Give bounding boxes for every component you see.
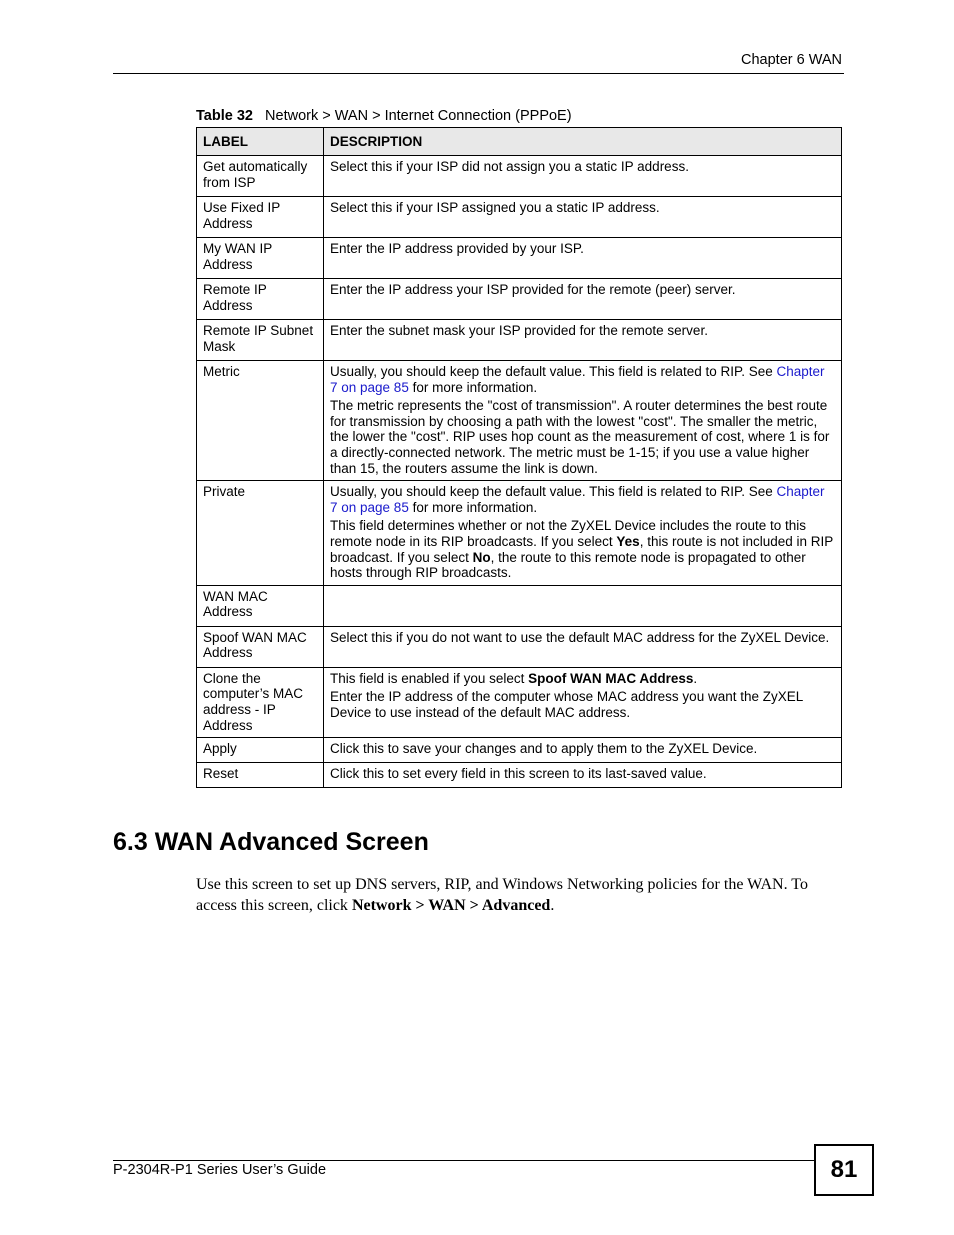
row-description: Select this if your ISP assigned you a static IP address. <box>324 197 842 238</box>
desc-text: Usually, you should keep the default value. This field is related to RIP. See <box>330 364 777 379</box>
desc-paragraph: Enter the IP address of the computer whose MAC address you want the ZyXEL Device to use instead of the default MAC address. <box>330 689 803 720</box>
row-description: Select this if you do not want to use the default MAC address for the ZyXEL Device. <box>324 626 842 667</box>
yes-term: Yes <box>616 533 640 549</box>
row-label: Clone the computer’s MAC address - IP Address <box>197 667 324 737</box>
desc-text: , this route is not included in RIP broadcast. If you select <box>330 533 834 565</box>
table-row <box>197 763 842 788</box>
row-description: Enter the IP address your ISP provided for the remote (peer) server. <box>324 279 842 320</box>
row-description <box>324 481 842 586</box>
table-row <box>197 585 842 626</box>
chapter-link[interactable]: Chapter 7 on page 85 <box>330 364 825 395</box>
table-row <box>197 481 842 586</box>
table-row <box>197 361 842 481</box>
desc-paragraph: The metric represents the "cost of transmission". A router determines the best route for transmission by choosing a path with the lowest "cost". The smaller the metric, the lower the "cost". RIP uses hop count as the measurement of cost, where 1 is for a directly-connected network. The metric must be 1-15; if you use a value higher than 15, the routers assume the link is down. <box>330 398 830 476</box>
row-label: Apply <box>197 738 324 763</box>
section-title: 6.3 WAN Advanced Screen <box>113 828 429 856</box>
row-description <box>324 361 842 481</box>
wan-pppoe-table <box>196 127 842 788</box>
desc-paragraph <box>330 518 835 580</box>
row-label: Remote IP Address <box>197 279 324 320</box>
row-description: Enter the IP address provided by your ISP. <box>324 238 842 279</box>
col-description-header: DESCRIPTION <box>324 128 842 156</box>
row-label: Metric <box>197 361 324 481</box>
col-label-header: LABEL <box>197 128 324 156</box>
table-row <box>197 626 842 667</box>
field-name: Spoof WAN MAC Address <box>528 670 694 686</box>
chapter-link[interactable]: Chapter 7 on page 85 <box>330 484 825 515</box>
row-label: My WAN IP Address <box>197 238 324 279</box>
table-row <box>197 738 842 763</box>
desc-text: Usually, you should keep the default value. This field is related to RIP. See <box>330 484 777 500</box>
paragraph-text: Use this screen to set up DNS servers, RIP, and Windows Networking policies for the WAN. To access this screen, click <box>196 876 808 914</box>
desc-text: , the route to this remote node is propagated to other hosts through RIP broadcasts. <box>330 549 806 581</box>
page-number: 81 <box>814 1144 874 1196</box>
desc-paragraph <box>330 364 835 395</box>
desc-text: for more information. <box>408 379 538 395</box>
table-row <box>197 667 842 737</box>
desc-text: This field determines whether or not the ZyXEL Device includes the route to this remote node in its RIP broadcasts. If you select <box>330 518 806 549</box>
paragraph-text: . <box>550 896 555 914</box>
row-description: Enter the subnet mask your ISP provided for the remote server. <box>324 320 842 361</box>
desc-text: This field is enabled if you select <box>330 670 529 686</box>
table-row <box>197 320 842 361</box>
desc-text: . <box>693 670 698 686</box>
table-row <box>197 279 842 320</box>
table-row <box>197 156 842 197</box>
guide-title: P-2304R-P1 Series User’s Guide <box>113 1162 327 1178</box>
row-label: Get automatically from ISP <box>197 156 324 197</box>
desc-paragraph <box>330 484 835 515</box>
row-description: Click this to set every field in this screen to its last-saved value. <box>324 763 842 788</box>
table-title: Network > WAN > Internet Connection (PPPoE) <box>265 108 572 124</box>
no-term: No <box>472 549 491 565</box>
row-label: Remote IP Subnet Mask <box>197 320 324 361</box>
desc-text: for more information. <box>408 499 538 515</box>
table-caption <box>196 108 572 124</box>
row-label: Private <box>197 481 324 586</box>
section-paragraph <box>196 875 846 916</box>
menu-path: Network > WAN > Advanced <box>351 896 551 914</box>
row-label: Reset <box>197 763 324 788</box>
table-row <box>197 197 842 238</box>
desc-paragraph <box>330 671 835 687</box>
table-number: Table 32 <box>196 108 253 124</box>
chapter-header: Chapter 6 WAN <box>741 52 842 68</box>
row-description: Select this if your ISP did not assign you a static IP address. <box>324 156 842 197</box>
table-row <box>197 238 842 279</box>
row-description: Click this to save your changes and to apply them to the ZyXEL Device. <box>324 738 842 763</box>
row-label: WAN MAC Address <box>197 585 324 626</box>
table-header-row <box>197 128 842 156</box>
row-description <box>324 667 842 737</box>
row-label: Spoof WAN MAC Address <box>197 626 324 667</box>
footer-rule <box>113 1160 814 1161</box>
header-rule <box>113 73 844 74</box>
row-label: Use Fixed IP Address <box>197 197 324 238</box>
row-description <box>324 585 842 626</box>
